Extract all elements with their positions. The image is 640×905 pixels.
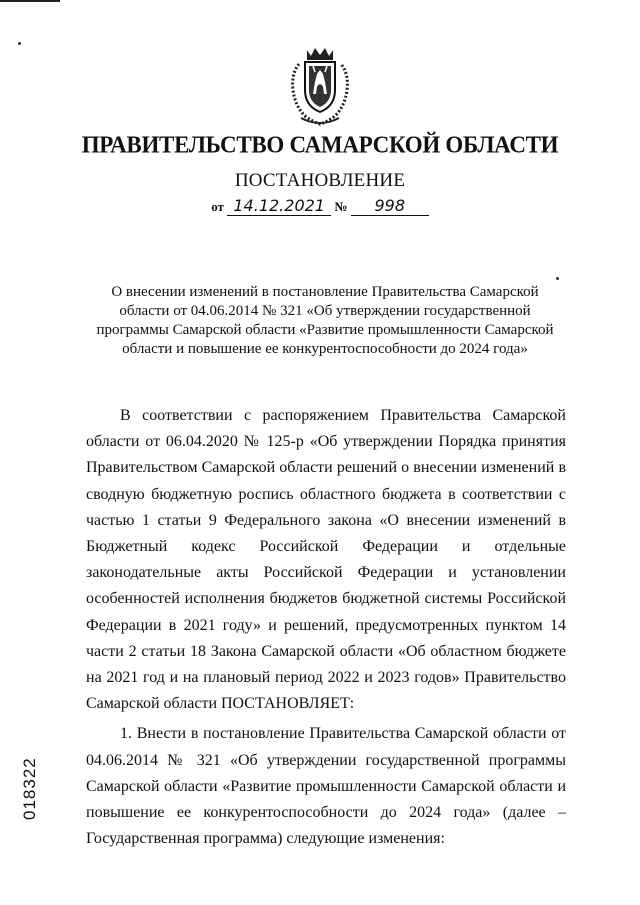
samara-coat-of-arms-icon — [287, 44, 353, 126]
document-number: 998 — [351, 197, 429, 216]
paragraph: В соответствии с распоряжением Правительства Самарской области от 06.04.2020 № 125-р «Об утверждении Порядка принятия Правительством Самарской области решений о внесении изменений в сводную бюджетную роспись областного бюджета в соответствии с частью 1 статьи 9 Федерального закона «О внесении изменений в Бюджетный кодекс Российской Федерации и отдельные законодательные акты Российской Федерации и установлении особенностей исполнения бюджетов бюджетной системы Российской Федерации в 2021 году» и решений, предусмотренных пунктом 14 части 2 статьи 18 Закона Самарской области «Об областном бюджете на 2021 год и на плановый период 2022 и 2023 годов» Правительство Самарской области ПОСТАНОВЛЯЕТ: — [86, 407, 566, 713]
page-title: ПРАВИТЕЛЬСТВО САМАРСКОЙ ОБЛАСТИ — [81, 131, 559, 158]
document-heading: О внесении изменений в постановление Правительства Самарской области от 04.06.2014 № 321 «Об утверждении государственной программы Самарской области «Развитие промышленности Самарской области и повышение ее конкурентоспособности до 2024 года» — [96, 284, 554, 357]
paragraph: 1. Внести в постановление Правительства Самарской области от 04.06.2014 № 321 «Об утверждении государственной программы Самарской области «Развитие промышленности Самарской области и повышение ее конкурентоспособности до 2024 года» (далее – Государственная программа) следующие изменения: — [86, 725, 566, 848]
scan-speck — [556, 277, 559, 280]
document-type: ПОСТАНОВЛЕНИЕ — [234, 170, 406, 191]
date-prefix: от — [211, 199, 224, 214]
scan-edge-mark — [0, 0, 60, 2]
document-date: 14.12.2021 — [227, 197, 331, 216]
side-serial-number: 018322 — [20, 757, 39, 820]
date-number-line — [0, 197, 640, 216]
scan-speck — [18, 42, 21, 45]
number-prefix: № — [334, 199, 348, 214]
document-body — [86, 403, 566, 852]
